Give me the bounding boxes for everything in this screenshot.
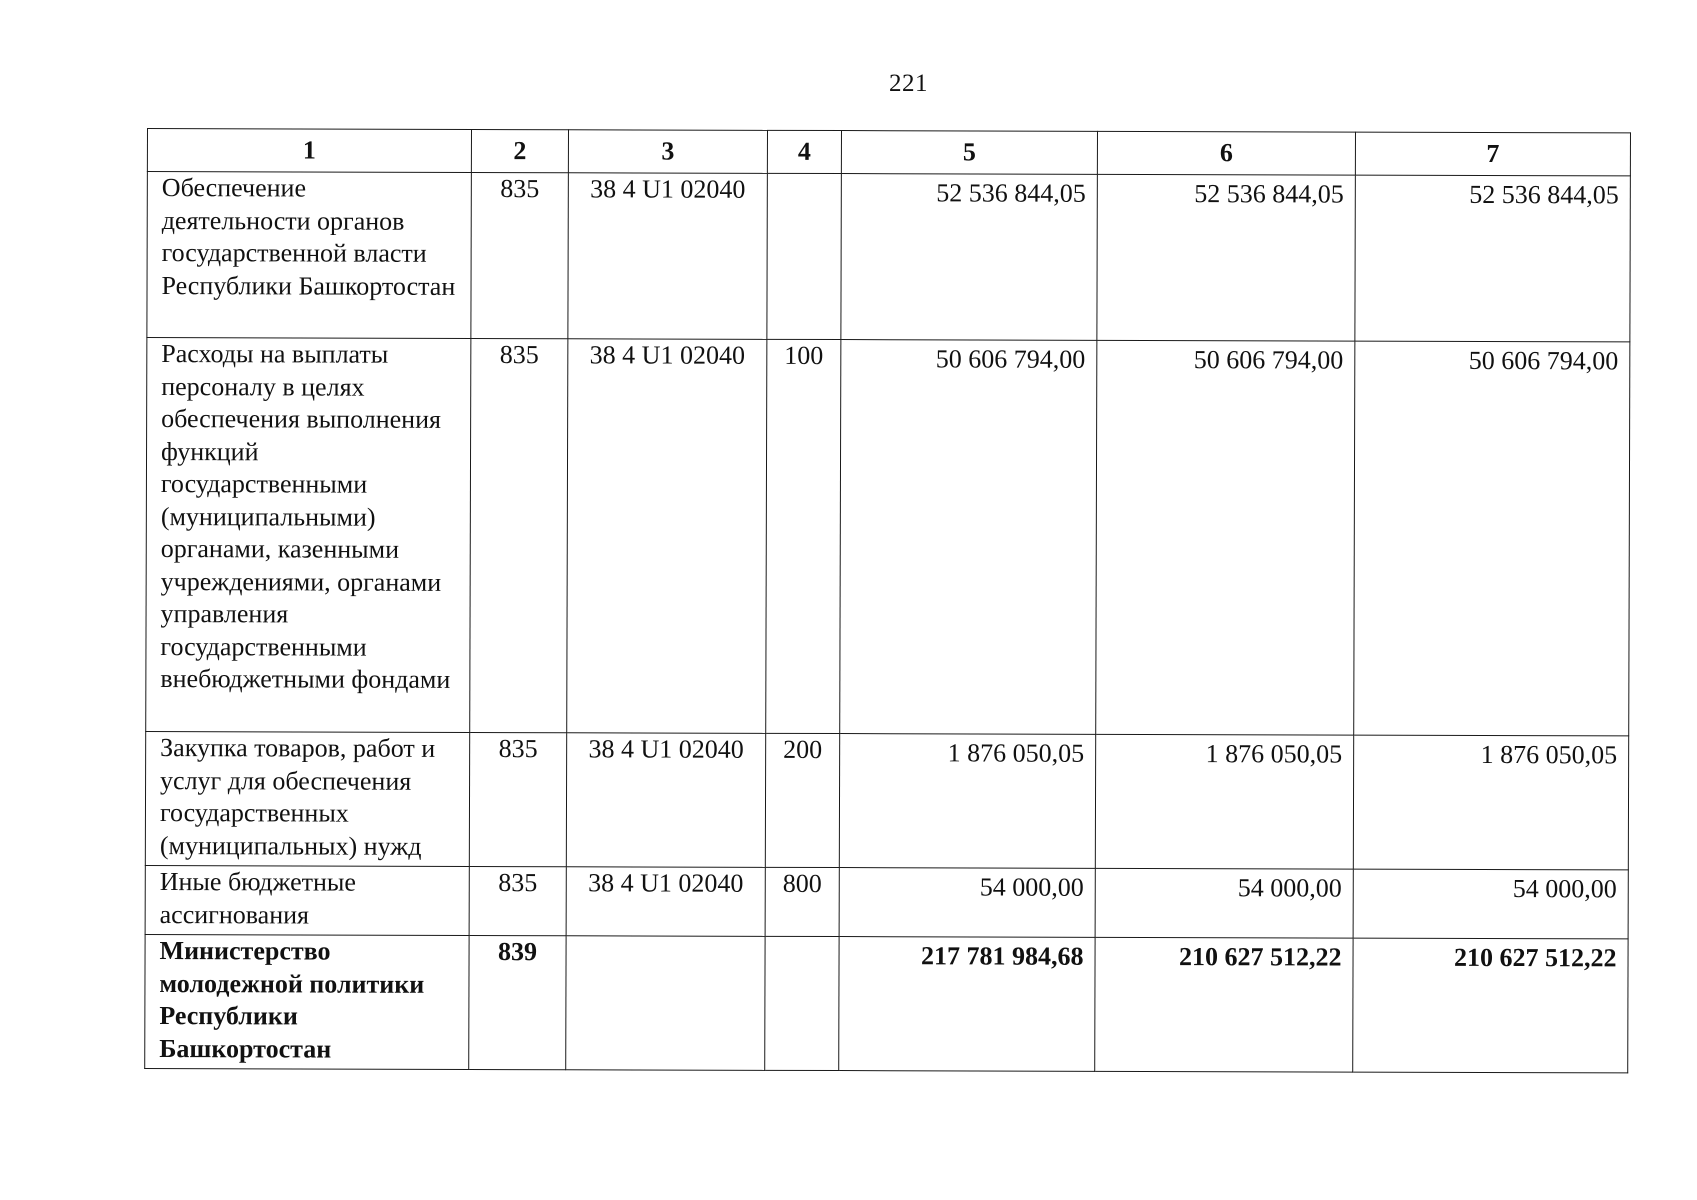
cell-sum-col7: 50 606 794,00 (1354, 341, 1630, 736)
cell-sum-col7: 52 536 844,05 (1355, 175, 1630, 342)
budget-table (144, 128, 1631, 1073)
cell-sum-col7: 54 000,00 (1353, 869, 1628, 939)
table-header-row (147, 129, 1630, 176)
cell-sum-col6: 52 536 844,05 (1097, 174, 1355, 341)
column-header-4: 4 (767, 130, 841, 173)
cell-name: Расходы на выплаты персоналу в целях обеспечения выполнения функций государственными (муниципальными) органами, казенными учреждениями, органами управления государственными внебюджетными фондами (146, 338, 471, 733)
cell-csr: 38 4 U1 02040 (567, 339, 767, 734)
table-row (145, 731, 1628, 869)
cell-csr (566, 936, 765, 1071)
cell-sum-col5: 50 606 794,00 (840, 340, 1097, 735)
cell-sum-col5: 52 536 844,05 (841, 174, 1097, 341)
table-row-total (145, 934, 1628, 1072)
table-row (145, 865, 1628, 938)
cell-sum-col6: 54 000,00 (1095, 868, 1353, 938)
cell-ved: 835 (469, 732, 566, 866)
cell-name: Закупка товаров, работ и услуг для обеспечения государственных (муниципальных) нужд (145, 731, 469, 866)
cell-sum-col6: 50 606 794,00 (1096, 340, 1355, 735)
column-header-1: 1 (147, 129, 471, 173)
cell-name: Министерство молодежной политики Республики Башкортостан (145, 934, 469, 1069)
cell-ved: 835 (469, 866, 566, 935)
cell-vr: 800 (765, 867, 839, 936)
table-row (146, 338, 1630, 736)
table-row (147, 172, 1630, 342)
cell-sum-col5: 217 781 984,68 (839, 937, 1095, 1072)
cell-sum-col6: 1 876 050,05 (1095, 734, 1353, 869)
cell-csr: 38 4 U1 02040 (566, 867, 765, 937)
column-header-2: 2 (471, 129, 568, 172)
cell-vr (767, 173, 841, 339)
cell-sum-col5: 54 000,00 (839, 868, 1095, 938)
column-header-5: 5 (841, 131, 1097, 175)
page-number: 221 (889, 70, 928, 97)
cell-csr: 38 4 U1 02040 (566, 733, 765, 868)
cell-sum-col7: 1 876 050,05 (1353, 735, 1628, 870)
cell-sum-col6: 210 627 512,22 (1095, 937, 1353, 1072)
cell-ved: 835 (471, 172, 568, 338)
cell-vr: 200 (765, 733, 839, 867)
cell-sum-col7: 210 627 512,22 (1353, 938, 1628, 1073)
cell-vr: 100 (766, 339, 841, 733)
cell-ved: 839 (469, 935, 566, 1069)
cell-sum-col5: 1 876 050,05 (839, 734, 1095, 869)
column-header-7: 7 (1355, 132, 1630, 176)
cell-vr (765, 936, 839, 1070)
column-header-6: 6 (1097, 131, 1355, 175)
cell-ved: 835 (470, 338, 568, 732)
cell-name: Обеспечение деятельности органов государственной власти Республики Башкортостан (147, 172, 471, 339)
cell-csr: 38 4 U1 02040 (568, 173, 767, 340)
cell-name: Иные бюджетные ассигнования (145, 865, 469, 935)
column-header-3: 3 (568, 130, 767, 174)
